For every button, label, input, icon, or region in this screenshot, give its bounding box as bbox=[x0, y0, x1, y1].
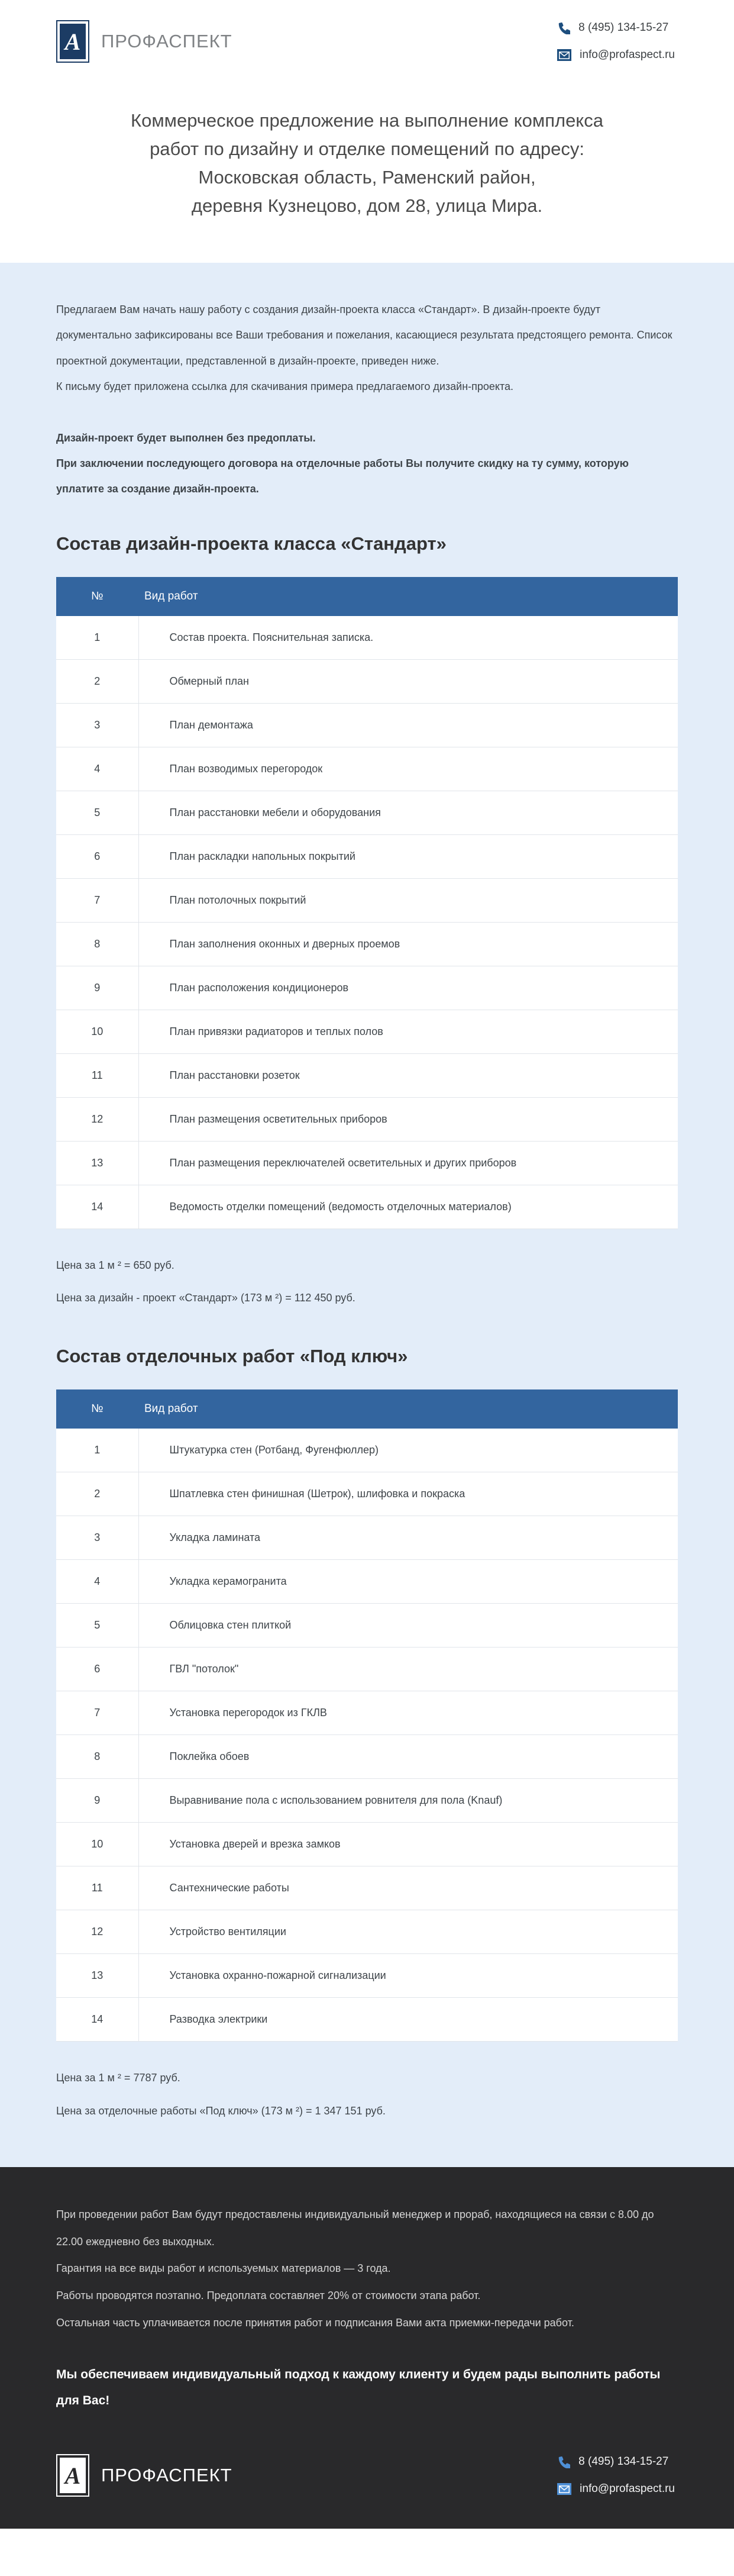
table-row bbox=[56, 1866, 678, 1910]
row-work: Установка охранно-пожарной сигнализации bbox=[138, 1954, 678, 1998]
table-header-row bbox=[56, 577, 678, 616]
row-work: План раскладки напольных покрытий bbox=[138, 834, 678, 878]
design-project-table bbox=[56, 577, 678, 1229]
table-row bbox=[56, 1097, 678, 1141]
table-row bbox=[56, 1910, 678, 1954]
row-number: 7 bbox=[56, 878, 138, 922]
row-number: 12 bbox=[56, 1097, 138, 1141]
row-work: План заполнения оконных и дверных проемов bbox=[138, 922, 678, 966]
table-row bbox=[56, 1998, 678, 2042]
header-contacts bbox=[557, 21, 675, 62]
table-row bbox=[56, 1735, 678, 1779]
table-row bbox=[56, 1691, 678, 1735]
table-row bbox=[56, 922, 678, 966]
intro-paragraph: К письму будет приложена ссылка для скачивания примера предлагаемого дизайн-проекта. bbox=[56, 380, 514, 392]
row-work: Штукатурка стен (Ротбанд, Фугенфюллер) bbox=[138, 1429, 678, 1472]
footer-terms bbox=[56, 2201, 678, 2337]
footer-paragraph: Гарантия на все виды работ и используемых материалов — 3 года. bbox=[56, 2262, 391, 2275]
column-header-work: Вид работ bbox=[138, 577, 678, 616]
footer-email-row[interactable] bbox=[557, 2482, 675, 2496]
row-number: 1 bbox=[56, 1429, 138, 1472]
column-header-work: Вид работ bbox=[138, 1389, 678, 1429]
table-row bbox=[56, 1954, 678, 1998]
email-address[interactable]: info@profaspect.ru bbox=[580, 49, 675, 61]
row-number: 13 bbox=[56, 1954, 138, 1998]
table-row bbox=[56, 616, 678, 660]
design-project-heading: Состав дизайн-проекта класса «Стандарт» bbox=[56, 533, 447, 554]
row-work: План привязки радиаторов и теплых полов bbox=[138, 1010, 678, 1053]
table-row bbox=[56, 1472, 678, 1516]
row-number: 3 bbox=[56, 703, 138, 747]
row-work: План демонтажа bbox=[138, 703, 678, 747]
mail-icon bbox=[557, 49, 571, 61]
table-row bbox=[56, 659, 678, 703]
footer-phone-number[interactable]: 8 (495) 134-15-27 bbox=[578, 2455, 669, 2468]
row-number: 5 bbox=[56, 791, 138, 834]
footer-logo-letter: A bbox=[60, 2458, 86, 2493]
table-row bbox=[56, 1429, 678, 1472]
row-work: Разводка электрики bbox=[138, 1998, 678, 2042]
main-section bbox=[0, 263, 734, 2167]
row-work: План потолочных покрытий bbox=[138, 878, 678, 922]
row-work: Ведомость отделки помещений (ведомость отделочных материалов) bbox=[138, 1185, 678, 1229]
row-work: Облицовка стен плиткой bbox=[138, 1604, 678, 1648]
mail-icon bbox=[557, 2483, 571, 2495]
table-row bbox=[56, 878, 678, 922]
footer-paragraph: Остальная часть уплачивается после принятия работ и подписания Вами акта приемки-передачи работ. bbox=[56, 2317, 574, 2329]
row-work: План расположения кондиционеров bbox=[138, 966, 678, 1010]
footer-phone-row[interactable] bbox=[557, 2455, 675, 2468]
row-work: План возводимых перегородок bbox=[138, 747, 678, 791]
row-number: 4 bbox=[56, 1560, 138, 1604]
finishing-works-table bbox=[56, 1389, 678, 2042]
finishing-works-prices bbox=[56, 2062, 678, 2128]
row-work: План расстановки мебели и оборудования bbox=[138, 791, 678, 834]
row-work: Состав проекта. Пояснительная записка. bbox=[138, 616, 678, 660]
row-number: 6 bbox=[56, 1648, 138, 1691]
footer-bar bbox=[56, 2448, 678, 2505]
intro-paragraph: Предлагаем Вам начать нашу работу с создания дизайн-проекта класса «Стандарт». В дизайн-проекте будут документально зафиксированы все Ваши требования и пожелания, касающиеся результата предстоящего ремонта. Список проектной документации, представленной в дизайн-проекте, приведен ниже. bbox=[56, 304, 672, 367]
row-number: 10 bbox=[56, 1823, 138, 1866]
intro-bold-paragraph: Дизайн-проект будет выполнен без предоплаты. bbox=[56, 431, 316, 444]
row-number: 4 bbox=[56, 747, 138, 791]
footer-brand-name: ПРОФАСПЕКТ bbox=[101, 2465, 232, 2486]
design-project-prices bbox=[56, 1249, 678, 1316]
row-number: 3 bbox=[56, 1516, 138, 1560]
email-row[interactable] bbox=[557, 49, 675, 62]
intro-block bbox=[56, 297, 678, 502]
table-row bbox=[56, 966, 678, 1010]
finishing-works-heading: Состав отделочных работ «Под ключ» bbox=[56, 1346, 408, 1367]
footer-highlight: Мы обеспечиваем индивидуальный подход к каждому клиенту и будем рады выполнить работы для Вас! bbox=[56, 2368, 661, 2408]
row-work: План размещения переключателей осветительных и других приборов bbox=[138, 1141, 678, 1185]
row-number: 9 bbox=[56, 966, 138, 1010]
phone-row[interactable] bbox=[557, 21, 675, 34]
table-row bbox=[56, 1648, 678, 1691]
phone-number[interactable]: 8 (495) 134-15-27 bbox=[578, 21, 669, 34]
footer-brand bbox=[56, 2454, 232, 2497]
brand bbox=[56, 20, 232, 63]
footer-paragraph: При проведении работ Вам будут предоставлены индивидуальный менеджер и прораб, находящиеся на связи с 8.00 до 22.00 ежедневно без выходных. bbox=[56, 2208, 654, 2248]
brand-name: ПРОФАСПЕКТ bbox=[101, 31, 232, 51]
row-work: Выравнивание пола с использованием ровнителя для пола (Knauf) bbox=[138, 1779, 678, 1823]
price-line: Цена за 1 м ² = 650 руб. bbox=[56, 1259, 174, 1271]
price-line: Цена за отделочные работы «Под ключ» (173 м ²) = 1 347 151 руб. bbox=[56, 2104, 386, 2117]
table-row bbox=[56, 1779, 678, 1823]
footer-contacts bbox=[557, 2455, 675, 2496]
table-row bbox=[56, 1516, 678, 1560]
row-number: 6 bbox=[56, 834, 138, 878]
row-work: Укладка ламината bbox=[138, 1516, 678, 1560]
phone-icon bbox=[557, 21, 570, 34]
row-number: 2 bbox=[56, 1472, 138, 1516]
company-logo bbox=[56, 20, 89, 63]
spacer bbox=[56, 399, 678, 425]
table-row bbox=[56, 1604, 678, 1648]
price-line: Цена за 1 м ² = 7787 руб. bbox=[56, 2072, 180, 2084]
row-number: 14 bbox=[56, 1185, 138, 1229]
footer-paragraph: Работы проводятся поэтапно. Предоплата составляет 20% от стоимости этапа работ. bbox=[56, 2290, 481, 2302]
row-number: 11 bbox=[56, 1866, 138, 1910]
row-number: 7 bbox=[56, 1691, 138, 1735]
row-number: 14 bbox=[56, 1998, 138, 2042]
row-work: План размещения осветительных приборов bbox=[138, 1097, 678, 1141]
footer-company-logo bbox=[56, 2454, 89, 2497]
table-row bbox=[56, 834, 678, 878]
table-row bbox=[56, 791, 678, 834]
intro-bold-paragraph: При заключении последующего договора на отделочные работы Вы получите скидку на ту сумму, которую уплатите за создание дизайн-проекта. bbox=[56, 457, 629, 495]
row-number: 11 bbox=[56, 1053, 138, 1097]
row-work: ГВЛ "потолок" bbox=[138, 1648, 678, 1691]
proposal-title bbox=[0, 83, 734, 263]
table-row bbox=[56, 1185, 678, 1229]
table-row bbox=[56, 747, 678, 791]
row-number: 8 bbox=[56, 922, 138, 966]
row-number: 2 bbox=[56, 659, 138, 703]
row-number: 13 bbox=[56, 1141, 138, 1185]
row-work: Обмерный план bbox=[138, 659, 678, 703]
page-header bbox=[0, 0, 734, 83]
table-row bbox=[56, 1823, 678, 1866]
row-work: Установка дверей и врезка замков bbox=[138, 1823, 678, 1866]
row-number: 12 bbox=[56, 1910, 138, 1954]
table-header-row bbox=[56, 1389, 678, 1429]
row-number: 10 bbox=[56, 1010, 138, 1053]
table-row bbox=[56, 1141, 678, 1185]
logo-letter: A bbox=[60, 24, 86, 59]
column-header-number: № bbox=[56, 577, 138, 616]
row-number: 5 bbox=[56, 1604, 138, 1648]
phone-icon bbox=[557, 2455, 570, 2468]
row-work: План расстановки розеток bbox=[138, 1053, 678, 1097]
table-row bbox=[56, 1053, 678, 1097]
title-line: деревня Кузнецово, дом 28, улица Мира. bbox=[191, 195, 543, 217]
table-row bbox=[56, 703, 678, 747]
dark-footer bbox=[0, 2167, 734, 2529]
row-work: Шпатлевка стен финишная (Шетрок), шлифовка и покраска bbox=[138, 1472, 678, 1516]
price-line: Цена за дизайн - проект «Стандарт» (173 м ²) = 112 450 руб. bbox=[56, 1292, 355, 1304]
table-row bbox=[56, 1560, 678, 1604]
row-number: 1 bbox=[56, 616, 138, 660]
row-number: 8 bbox=[56, 1735, 138, 1779]
column-header-number: № bbox=[56, 1389, 138, 1429]
footer-email-address[interactable]: info@profaspect.ru bbox=[580, 2482, 675, 2496]
row-work: Установка перегородок из ГКЛВ bbox=[138, 1691, 678, 1735]
row-work: Устройство вентиляции bbox=[138, 1910, 678, 1954]
row-work: Укладка керамогранита bbox=[138, 1560, 678, 1604]
row-work: Сантехнические работы bbox=[138, 1866, 678, 1910]
row-work: Поклейка обоев bbox=[138, 1735, 678, 1779]
title-line: Коммерческое предложение на выполнение комплекса bbox=[131, 110, 603, 131]
row-number: 9 bbox=[56, 1779, 138, 1823]
title-line: Московская область, Раменский район, bbox=[198, 167, 536, 188]
table-row bbox=[56, 1010, 678, 1053]
title-line: работ по дизайну и отделке помещений по адресу: bbox=[150, 138, 584, 160]
